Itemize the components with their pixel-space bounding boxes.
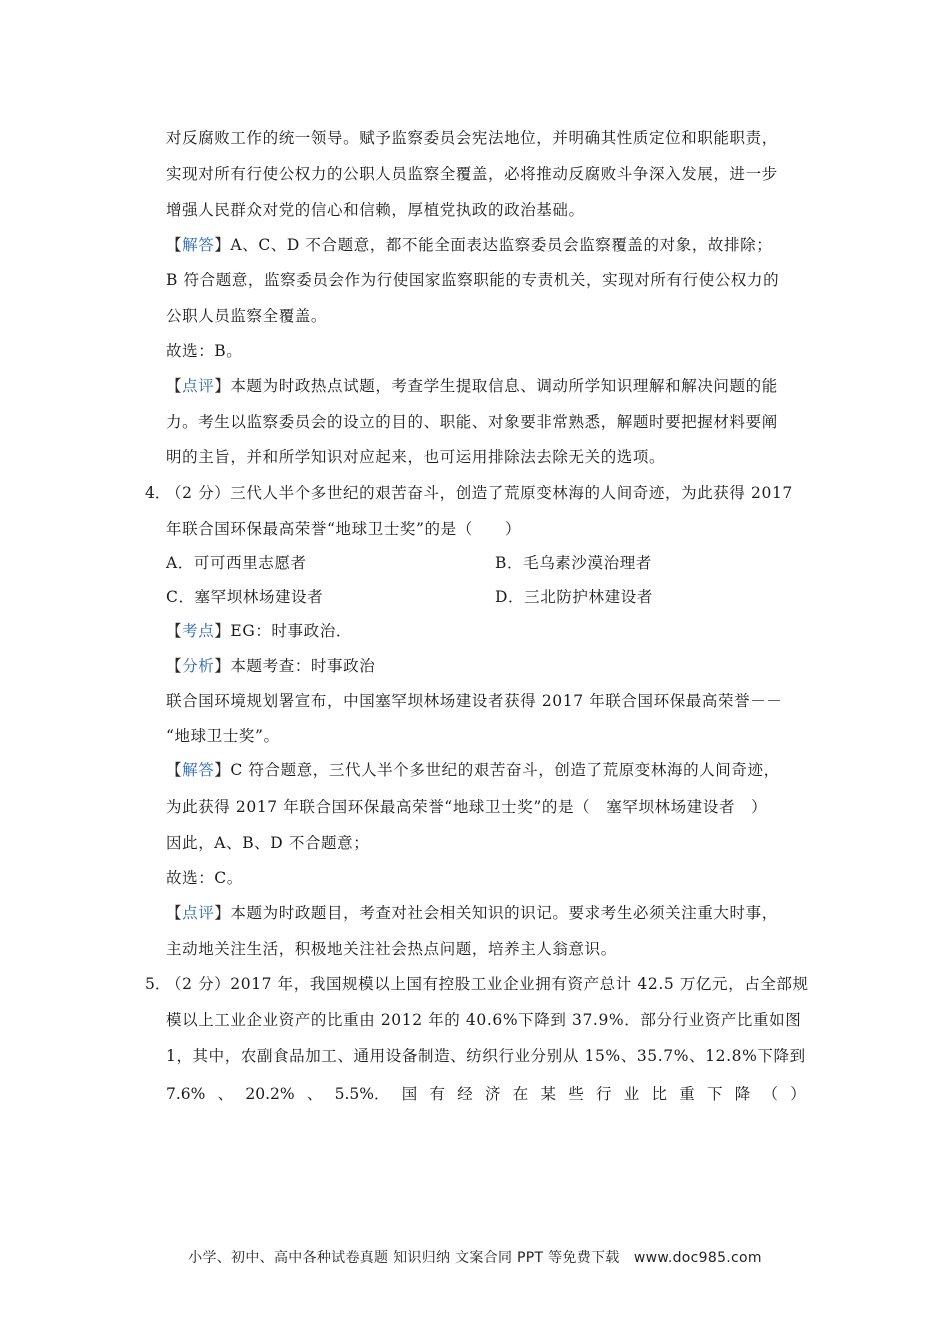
- q4-answer-line: 为此获得 2017 年联合国环保最高荣誉“地球卫士奖”的是（ 塞罕坝林场建设者 ）: [166, 798, 768, 816]
- q4-comment-line: 主动地关注生活，积极地关注社会热点问题，培养主人翁意识。: [166, 940, 617, 958]
- q5-stem-last-line: 7.6% 、 20.2% 、 5.5%． 国 有 经 济 在 某 些 行 业 比 重 下 降 （ ）: [166, 1085, 806, 1103]
- analysis-tag: 分析: [182, 657, 215, 675]
- question-number: 4．: [145, 484, 171, 502]
- option-a: A．可可西里志愿者: [166, 554, 307, 572]
- option-d: D．三北防护林建设者: [495, 588, 653, 606]
- q4-stem-line: （2 分）三代人半个多世纪的艰苦奋斗，创造了荒原变林海的人间奇迹，为此获得 2017: [166, 484, 793, 502]
- q5-stem-line: 模以上工业企业资产的比重由 2012 年的 40.6%下降到 37.9%．部分行业资产比重如图: [166, 1011, 802, 1029]
- q3-choice-line: 故选：B。: [166, 342, 243, 360]
- q3-answer-line: B 符合题意，监察委员会作为行使国家监察职能的专责机关，实现对所有行使公权力的: [166, 271, 780, 289]
- q3-answer-line: 【解答】A、C、D 不合题意，都不能全面表达监察委员会监察覆盖的对象，故排除；: [166, 236, 773, 254]
- q4-analysis-line: 联合国环境规划署宣布，中国塞罕坝林场建设者获得 2017 年联合国环保最高荣誉－－: [166, 692, 783, 710]
- point-tag: 考点: [182, 622, 215, 640]
- q4-choice-line: 故选：C。: [166, 869, 243, 887]
- answer-tag: 解答: [182, 236, 215, 254]
- comment-tag: 点评: [182, 377, 215, 395]
- comment-tag: 点评: [182, 904, 215, 922]
- paragraph-line: 实现对所有行使公权力的公职人员监察全覆盖，必将推动反腐败斗争深入发展，进一步: [166, 165, 778, 183]
- footer-banner: 小学、初中、高中各种试卷真题 知识归纳 文案合同 PPT 等免费下载 www.doc985.com: [188, 1250, 762, 1266]
- q4-stem-line: 年联合国环保最高荣誉“地球卫士奖”的是（ ）: [166, 520, 522, 538]
- answer-tag: 解答: [182, 761, 215, 779]
- q5-stem-line: （2 分）2017 年，我国规模以上国有控股工业企业拥有资产总计 42.5 万亿元，占全部规: [166, 975, 809, 993]
- q4-analysis-line: “地球卫士奖”。: [166, 727, 280, 745]
- paragraph-line: 对反腐败工作的统一领导。赋予监察委员会宪法地位，并明确其性质定位和职能职责，: [166, 129, 778, 147]
- q4-point-line: 【考点】EG：时事政治．: [166, 622, 352, 640]
- option-c: C．塞罕坝林场建设者: [166, 588, 324, 606]
- q3-comment-line: 力。考生以监察委员会的设立的目的、职能、对象要非常熟悉，解题时要把握材料要阐: [166, 413, 778, 431]
- q4-answer-line: 因此，A、B、D 不合题意；: [166, 834, 370, 852]
- q5-stem-line: 1，其中，农副食品加工、通用设备制造、纺织行业分别从 15%、35.7%、12.8%下降到: [166, 1047, 806, 1065]
- q3-comment-line: 【点评】本题为时政热点试题，考查学生提取信息、调动所学知识理解和解决问题的能: [166, 377, 778, 395]
- q4-analysis-line: 【分析】本题考查：时事政治: [166, 657, 376, 675]
- question-number: 5．: [145, 975, 171, 993]
- q3-comment-line: 明的主旨，并和所学知识对应起来，也可运用排除法去除无关的选项。: [166, 448, 666, 466]
- option-b: B．毛乌素沙漠治理者: [495, 554, 652, 572]
- q4-comment-line: 【点评】本题为时政题目，考查对社会相关知识的识记。要求考生必须关注重大时事，: [166, 904, 778, 922]
- paragraph-line: 增强人民群众对党的信心和信赖，厚植党执政的政治基础。: [166, 201, 585, 219]
- q4-answer-line: 【解答】C 符合题意，三代人半个多世纪的艰苦奋斗，创造了荒原变林海的人间奇迹，: [166, 761, 780, 779]
- q3-answer-line: 公职人员监察全覆盖。: [166, 307, 328, 325]
